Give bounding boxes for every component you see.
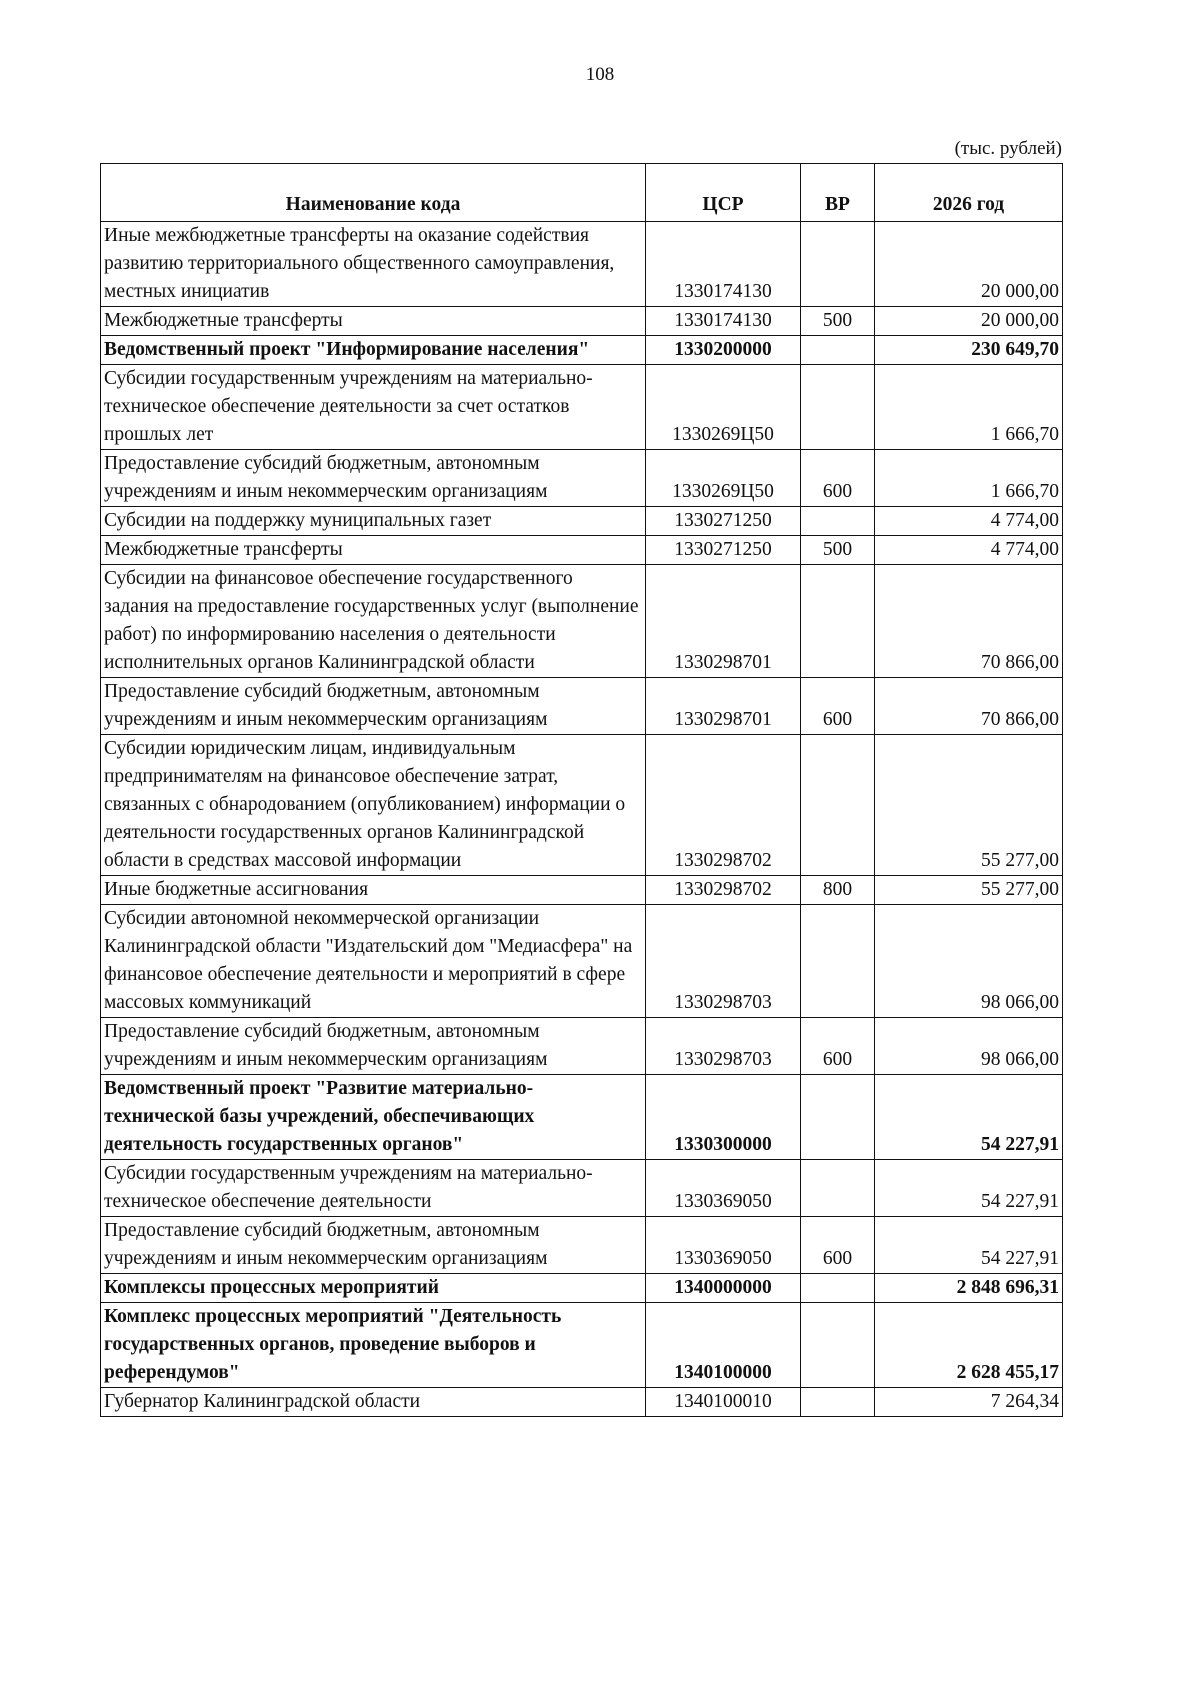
cell-vr	[801, 1160, 875, 1217]
table-row	[101, 336, 1063, 365]
cell-vr: 600	[801, 1018, 875, 1075]
cell-name: Ведомственный проект "Развитие материально-технической базы учреждений, обеспечивающих деятельность государственных органов"	[101, 1075, 646, 1160]
cell-name: Межбюджетные трансферты	[101, 307, 646, 336]
cell-vr: 600	[801, 678, 875, 735]
cell-amount: 70 866,00	[875, 565, 1063, 678]
cell-csr: 1330298701	[646, 678, 801, 735]
cell-amount: 2 628 455,17	[875, 1303, 1063, 1388]
header-csr: ЦСР	[646, 164, 801, 222]
cell-name: Иные бюджетные ассигнования	[101, 876, 646, 905]
cell-amount: 98 066,00	[875, 1018, 1063, 1075]
cell-csr: 1330298702	[646, 735, 801, 876]
table-body	[101, 222, 1063, 1417]
cell-csr: 1330369050	[646, 1217, 801, 1274]
cell-amount: 70 866,00	[875, 678, 1063, 735]
cell-name: Субсидии юридическим лицам, индивидуальным предпринимателям на финансовое обеспечение затрат, связанных с обнародованием (опубликованием) информации о деятельности государственных органов Калининградской области в средствах массовой информации	[101, 735, 646, 876]
cell-amount: 98 066,00	[875, 905, 1063, 1018]
header-name: Наименование кода	[101, 164, 646, 222]
cell-amount: 20 000,00	[875, 307, 1063, 336]
cell-name: Предоставление субсидий бюджетным, автономным учреждениям и иным некоммерческим организациям	[101, 1018, 646, 1075]
cell-amount: 1 666,70	[875, 450, 1063, 507]
cell-amount: 54 227,91	[875, 1160, 1063, 1217]
table-row	[101, 1217, 1063, 1274]
cell-csr: 1340100000	[646, 1303, 801, 1388]
cell-vr: 600	[801, 1217, 875, 1274]
cell-vr: 500	[801, 536, 875, 565]
table-row	[101, 1303, 1063, 1388]
table-row	[101, 536, 1063, 565]
cell-csr: 1330298703	[646, 905, 801, 1018]
cell-name: Комплекс процессных мероприятий "Деятельность государственных органов, проведение выборов и референдумов"	[101, 1303, 646, 1388]
table-row	[101, 365, 1063, 450]
table-header-row	[101, 164, 1063, 222]
cell-name: Предоставление субсидий бюджетным, автономным учреждениям и иным некоммерческим организациям	[101, 450, 646, 507]
cell-csr: 1330298702	[646, 876, 801, 905]
table-row	[101, 1160, 1063, 1217]
units-label: (тыс. рублей)	[954, 138, 1062, 159]
cell-amount: 55 277,00	[875, 876, 1063, 905]
cell-amount: 2 848 696,31	[875, 1274, 1063, 1303]
table-row	[101, 1075, 1063, 1160]
cell-csr: 1330298703	[646, 1018, 801, 1075]
cell-amount: 54 227,91	[875, 1075, 1063, 1160]
cell-amount: 4 774,00	[875, 536, 1063, 565]
cell-amount: 54 227,91	[875, 1217, 1063, 1274]
cell-amount: 1 666,70	[875, 365, 1063, 450]
cell-vr	[801, 1303, 875, 1388]
cell-vr	[801, 1274, 875, 1303]
cell-vr	[801, 222, 875, 307]
cell-name: Иные межбюджетные трансферты на оказание содействия развитию территориального общественного самоуправления, местных инициатив	[101, 222, 646, 307]
cell-csr: 1330271250	[646, 536, 801, 565]
cell-vr	[801, 1075, 875, 1160]
cell-amount: 7 264,34	[875, 1388, 1063, 1417]
cell-name: Субсидии государственным учреждениям на материально-техническое обеспечение деятельности за счет остатков прошлых лет	[101, 365, 646, 450]
cell-csr: 1330269Ц50	[646, 365, 801, 450]
cell-csr: 1330369050	[646, 1160, 801, 1217]
table-row	[101, 1018, 1063, 1075]
header-year: 2026 год	[875, 164, 1063, 222]
table-row	[101, 1274, 1063, 1303]
cell-vr	[801, 365, 875, 450]
cell-vr	[801, 336, 875, 365]
cell-vr: 500	[801, 307, 875, 336]
cell-vr	[801, 565, 875, 678]
cell-amount: 230 649,70	[875, 336, 1063, 365]
table-row	[101, 222, 1063, 307]
cell-vr: 600	[801, 450, 875, 507]
table-row	[101, 678, 1063, 735]
table-row	[101, 450, 1063, 507]
table-row	[101, 507, 1063, 536]
cell-amount: 55 277,00	[875, 735, 1063, 876]
cell-csr: 1330300000	[646, 1075, 801, 1160]
cell-name: Предоставление субсидий бюджетным, автономным учреждениям и иным некоммерческим организациям	[101, 1217, 646, 1274]
page-number: 108	[585, 64, 615, 85]
cell-vr	[801, 1388, 875, 1417]
table-row	[101, 735, 1063, 876]
cell-csr: 1340100010	[646, 1388, 801, 1417]
cell-name: Субсидии государственным учреждениям на материально-техническое обеспечение деятельности	[101, 1160, 646, 1217]
cell-name: Субсидии на финансовое обеспечение государственного задания на предоставление государственных услуг (выполнение работ) по информированию населения о деятельности исполнительных органов Калининградской области	[101, 565, 646, 678]
table-row	[101, 307, 1063, 336]
table-row	[101, 565, 1063, 678]
cell-vr	[801, 507, 875, 536]
cell-csr: 1330298701	[646, 565, 801, 678]
cell-name: Межбюджетные трансферты	[101, 536, 646, 565]
cell-name: Ведомственный проект "Информирование населения"	[101, 336, 646, 365]
cell-csr: 1330174130	[646, 307, 801, 336]
header-vr: ВР	[801, 164, 875, 222]
cell-amount: 20 000,00	[875, 222, 1063, 307]
table-row	[101, 1388, 1063, 1417]
cell-name: Субсидии на поддержку муниципальных газет	[101, 507, 646, 536]
cell-vr: 800	[801, 876, 875, 905]
cell-vr	[801, 735, 875, 876]
cell-name: Губернатор Калининградской области	[101, 1388, 646, 1417]
cell-vr	[801, 905, 875, 1018]
cell-csr: 1330269Ц50	[646, 450, 801, 507]
cell-name: Предоставление субсидий бюджетным, автономным учреждениям и иным некоммерческим организациям	[101, 678, 646, 735]
cell-amount: 4 774,00	[875, 507, 1063, 536]
budget-table	[100, 163, 1063, 1417]
cell-name: Комплексы процессных мероприятий	[101, 1274, 646, 1303]
cell-name: Субсидии автономной некоммерческой организации Калининградской области "Издательский дом "Медиасфера" на финансовое обеспечение деятельности и мероприятий в сфере массовых коммуникаций	[101, 905, 646, 1018]
cell-csr: 1330271250	[646, 507, 801, 536]
cell-csr: 1340000000	[646, 1274, 801, 1303]
table-row	[101, 876, 1063, 905]
table-row	[101, 905, 1063, 1018]
cell-csr: 1330174130	[646, 222, 801, 307]
cell-csr: 1330200000	[646, 336, 801, 365]
